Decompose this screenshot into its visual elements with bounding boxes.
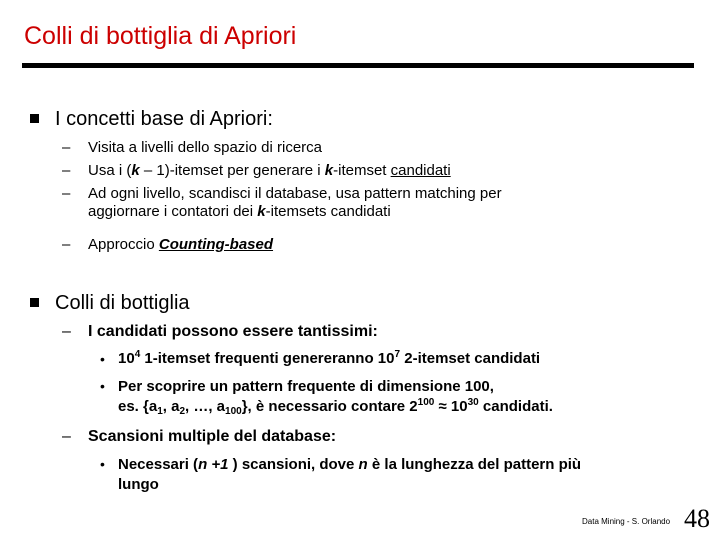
dot-bullet-icon: •	[100, 351, 105, 367]
sub-heading-candidates: I candidati possono essere tantissimi:	[88, 323, 378, 340]
heading-text: I concetti base di Apriori:	[55, 108, 273, 130]
square-bullet-icon	[30, 114, 39, 123]
list-item: Approccio Counting-based	[88, 236, 274, 253]
dash-bullet-icon: –	[62, 428, 71, 445]
list-item: $10^4$ 1-itemset frequenti genereranno $10^7$ 2-itemset candidati	[118, 349, 541, 367]
sub-heading-db-scans: Scansioni multiple del database:	[88, 428, 337, 445]
page-number: 48	[684, 504, 710, 533]
dash-bullet-icon: –	[62, 162, 71, 179]
dot-bullet-icon: •	[100, 378, 105, 394]
list-item: Ad ogni livello, scandisci il database, usa pattern matching per aggiornare i contatori dei k-itemsets candidati	[88, 185, 502, 220]
list-item: Necessari (n +1 ) scansioni, dove n è la lunghezza del pattern più lungo	[118, 456, 582, 493]
list-item: Per scoprire un pattern frequente di dimensione 100, es. {$a_1$, $a_2$, …, $a_{100}$}, è necessario contare $2^{100} \approx 10^{30}$ candidati.	[118, 378, 553, 417]
dash-bullet-icon: –	[62, 185, 71, 202]
section-heading-apriori-basics	[30, 108, 273, 131]
list-item: Usa i (k – 1)-itemset per generare i k-itemset candidati	[88, 162, 451, 179]
dash-bullet-icon: –	[62, 323, 71, 340]
footer-credit: Data Mining - S. Orlando	[582, 517, 671, 526]
dot-bullet-icon: •	[100, 456, 105, 472]
section-heading-bottlenecks	[30, 292, 190, 315]
heading-text: Colli di bottiglia	[55, 292, 190, 314]
list-item: Visita a livelli dello spazio di ricerca	[88, 139, 322, 156]
title-divider	[22, 63, 694, 68]
square-bullet-icon	[30, 298, 39, 307]
dash-bullet-icon: –	[62, 139, 71, 156]
page-title: Colli di bottiglia di Apriori	[24, 22, 297, 50]
dash-bullet-icon: –	[62, 236, 71, 253]
